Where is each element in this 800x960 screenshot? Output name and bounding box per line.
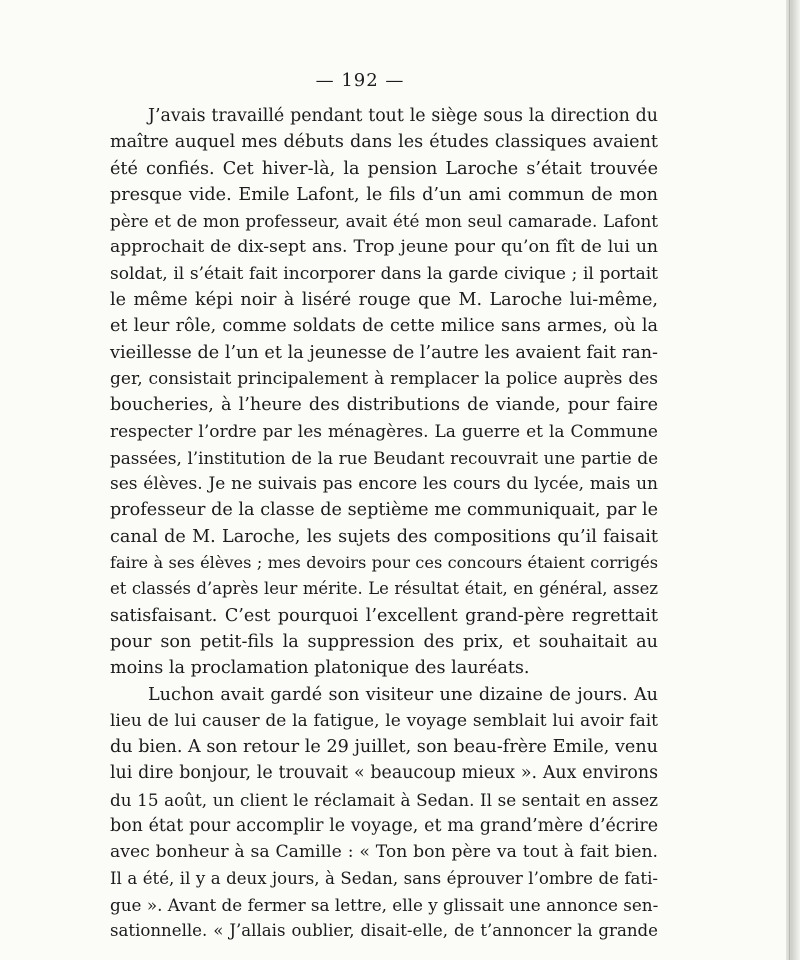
text-line: ger, consistait principalement à remplacer la police auprès des: [110, 368, 658, 389]
page-edge: [786, 0, 800, 960]
text-line: faire à ses élèves ; mes devoirs pour ces concours étaient corrigés: [110, 553, 658, 573]
text-line: gue ». Avant de fermer sa lettre, elle y glissait une annonce sen-: [110, 894, 659, 915]
paragraph-2: [110, 682, 658, 945]
text-line: du bien. A son retour le 29 juillet, son beau-frère Emile, venu: [110, 737, 658, 758]
text-line: le même képi noir à liséré rouge que M. Laroche lui-même,: [110, 290, 658, 311]
text-line: Luchon avait gardé son visiteur une dizaine de jours. Au: [148, 684, 658, 705]
text-line: passées, l’institution de la rue Beudant recouvrait une partie de: [110, 447, 658, 468]
text-line: presque vide. Emile Lafont, le fils d’un ami commun de mon: [110, 184, 658, 205]
body-text: [110, 103, 658, 945]
text-line: approchait de dix-sept ans. Trop jeune pour qu’on fît de lui un: [110, 237, 658, 258]
text-line: J’avais travaillé pendant tout le siège sous la direction du: [148, 106, 658, 126]
text-line: et leur rôle, comme soldats de cette milice sans armes, où la: [110, 316, 658, 337]
text-line: vieillesse de l’un et la jeunesse de l’autre les avaient fait ran-: [110, 342, 658, 363]
text-line: avec bonheur à sa Camille : « Ton bon père va tout à fait bien.: [110, 842, 658, 863]
text-line: maître auquel mes débuts dans les études classiques avaient: [110, 132, 658, 153]
text-line: du 15 août, un client le réclamait à Sedan. Il se sentait en assez: [110, 789, 658, 810]
text-line: bon état pour accomplir le voyage, et ma grand’mère d’écrire: [110, 816, 658, 837]
text-line: moins la proclamation platonique des lauréats.: [110, 658, 530, 679]
text-line: sationnelle. « J’allais oublier, disait-elle, de t’annoncer la grande: [110, 921, 658, 941]
text-line: boucheries, à l’heure des distributions de viande, pour faire: [110, 395, 658, 416]
text-line: professeur de la classe de septième me communiquait, par le: [110, 500, 658, 521]
text-line: et classés d’après leur mérite. Le résultat était, en général, assez: [110, 579, 658, 599]
text-line: lieu de lui causer de la fatigue, le voyage semblait lui avoir fait: [110, 710, 658, 731]
text-line: ses élèves. Je ne suivais pas encore les cours du lycée, mais un: [110, 474, 658, 495]
page-number: — 192 —: [315, 70, 405, 91]
text-line: été confiés. Cet hiver-là, la pension Laroche s’était trouvée: [110, 158, 658, 179]
text-line: soldat, il s’était fait incorporer dans la garde civique ; il portait: [110, 263, 658, 284]
paragraph-1: [110, 103, 658, 682]
text-line: canal de M. Laroche, les sujets des compositions qu’il faisait: [110, 526, 658, 547]
text-line: père et de mon professeur, avait été mon seul camarade. Lafont: [110, 211, 658, 232]
text-line: pour son petit-fils la suppression des prix, et souhaitait au: [110, 631, 658, 652]
text-line: respecter l’ordre par les ménagères. La guerre et la Commune: [110, 421, 658, 442]
text-line: Il a été, il y a deux jours, à Sedan, sans éprouver l’ombre de fati-: [110, 868, 658, 888]
text-line: satisfaisant. C’est pourquoi l’excellent grand-père regrettait: [110, 605, 658, 626]
text-line: lui dire bonjour, le trouvait « beaucoup mieux ». Aux environs: [110, 763, 658, 784]
